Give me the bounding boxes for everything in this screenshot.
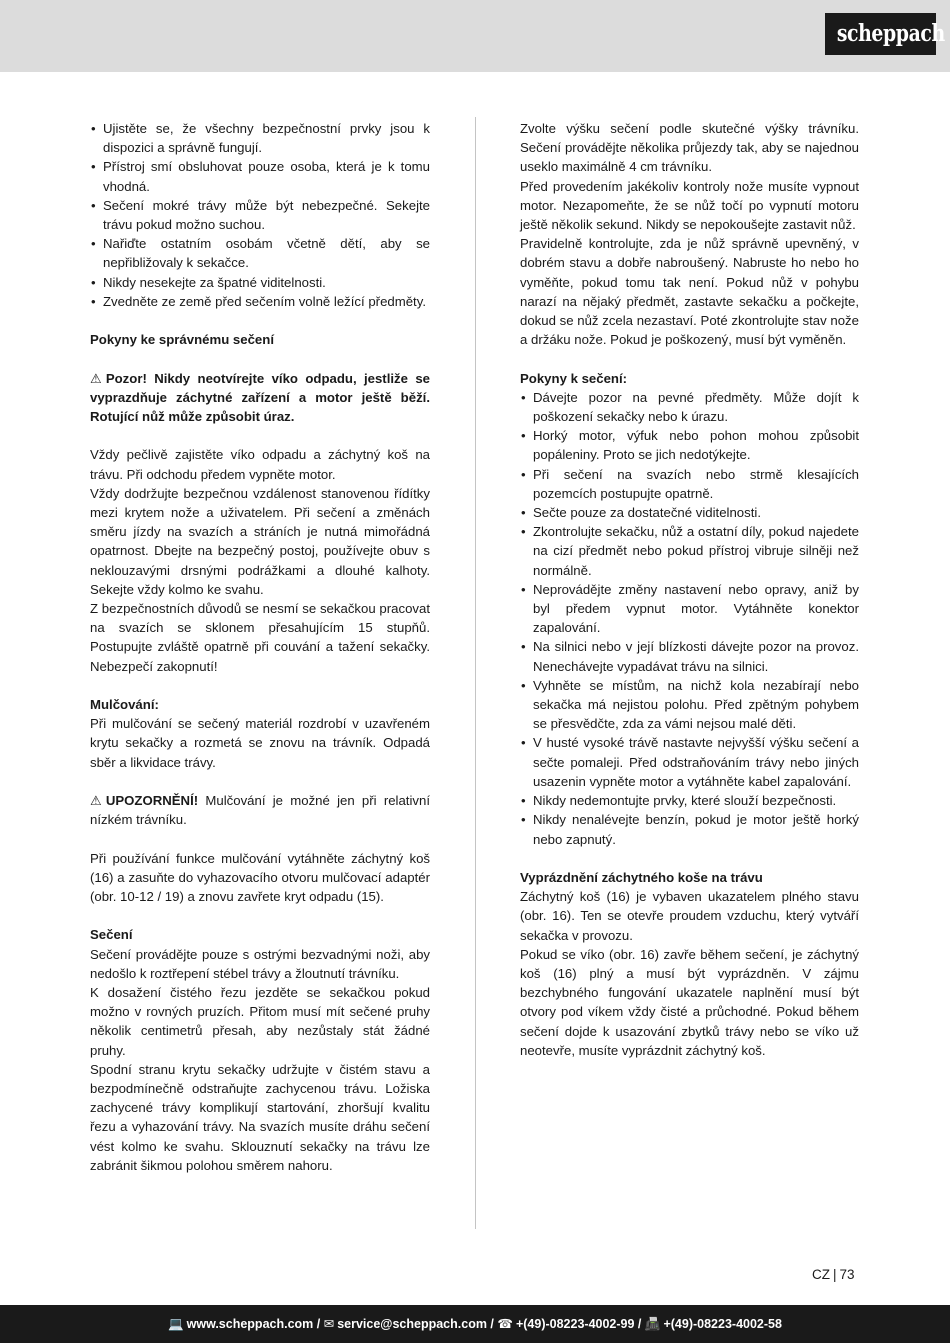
footer-separator: / bbox=[486, 1317, 498, 1331]
heading-mowing-instructions: Pokyny k sečení: bbox=[520, 370, 628, 386]
footer-contact bbox=[0, 1305, 950, 1343]
paragraph: Záchytný koš (16) je vybaven ukazatelem plného stavu (obr. 16). Ten se otevře proudem vzduchu, který vytváří sekačka v provozu. bbox=[520, 889, 859, 943]
scheppach-logo: scheppach bbox=[825, 13, 936, 55]
footer-email[interactable]: service@scheppach.com bbox=[337, 1317, 487, 1331]
page-lang: CZ bbox=[812, 1267, 830, 1282]
paragraph: Při mulčování se sečený materiál rozdrobí v uzavřeném krytu sekačky a rozmetá se znovu na trávník. Odpadá sběr a likvidace trávy. bbox=[90, 716, 430, 770]
right-column bbox=[520, 119, 859, 1060]
list-item: • Zkontrolujte sekačku, nůž a ostatní díly, pokud najedete na cizí předmět nebo pokud přístroj vibruje silněji než normálně. bbox=[520, 522, 859, 580]
caution-label: UPOZORNĚNÍ! bbox=[105, 793, 199, 809]
warning-triangle-icon: ⚠ bbox=[90, 370, 102, 386]
list-item: • Nikdy nedemontujte prvky, které slouží bezpečnosti. bbox=[520, 791, 859, 810]
footer-separator: / bbox=[313, 1317, 324, 1331]
list-item: • Nikdy nenalévejte benzín, pokud je motor ještě horký nebo zapnutý. bbox=[520, 810, 859, 848]
paragraph: Z bezpečnostních důvodů se nesmí se sekačkou pracovat na svazích se sklonem přesahujícím 15 stupňů. Postupujte zvláště opatrně při couvání a tažení sekačky. Nebezpečí zakopnutí! bbox=[90, 601, 430, 674]
list-item: • Přístroj smí obsluhovat pouze osoba, která je k tomu vhodná. bbox=[90, 157, 430, 195]
list-item: • Dávejte pozor na pevné předměty. Může dojít k poškození sekačky nebo k úrazu. bbox=[520, 388, 859, 426]
paragraph: Sečení provádějte pouze s ostrými bezvadnými noži, aby nedošlo k roztřepení stébel trávy a žloutnutí trávníku. bbox=[90, 946, 430, 981]
page-number-value: 73 bbox=[839, 1267, 855, 1282]
header-band bbox=[0, 0, 950, 72]
paragraph: Pokud se víko (obr. 16) zavře během sečení, je záchytný koš (16) plný a musí být vyprázdněn. V zájmu bezchybného fungování ukazatele naplnění musí být otvory pod víkem vždy čisté a průchodné. Pokud během sečení dojde k usazování zbytků trávy nebo se víko už neotevře, musíte vyprázdnit záchytný koš. bbox=[520, 946, 859, 1058]
list-item: • Sečení mokré trávy může být nebezpečné. Sekejte trávu pokud možno suchou. bbox=[90, 196, 430, 234]
mail-icon: ✉ bbox=[323, 1317, 335, 1331]
page-separator: | bbox=[833, 1267, 837, 1282]
page-number bbox=[812, 1265, 855, 1284]
list-item: • Nikdy nesekejte za špatné viditelnosti. bbox=[90, 273, 430, 292]
warning-text: Pozor! Nikdy neotvírejte víko odpadu, jestliže se vyprazdňuje záchytné zařízení a motor ještě běží. Rotující nůž může způsobit úraz. bbox=[90, 370, 430, 425]
fax-icon: 📠 bbox=[644, 1317, 661, 1331]
heading-mowing: Sečení bbox=[90, 927, 133, 943]
warning-block bbox=[90, 369, 430, 427]
phone-icon: ☎ bbox=[497, 1317, 513, 1331]
list-item: • Vyhněte se místům, na nichž kola nezabírají nebo sekačka má nejistou polohu. Před zpětným pohybem se přesvědčte, zda za vámi nejsou malé děti. bbox=[520, 676, 859, 734]
safety-bullet-list bbox=[90, 119, 430, 311]
footer-phone: +(49)-08223-4002-99 bbox=[515, 1317, 635, 1331]
computer-icon: 💻 bbox=[168, 1317, 184, 1331]
paragraph: Zvolte výšku sečení podle skutečné výšky trávníku. Sečení provádějte několika průjezdy tak, aby se najednou useklo maximálně 4 cm trávníku. bbox=[520, 121, 859, 175]
warning-triangle-icon: ⚠ bbox=[90, 793, 102, 809]
list-item: • Horký motor, výfuk nebo pohon mohou způsobit popáleniny. Proto se jich nedotýkejte. bbox=[520, 426, 859, 464]
paragraph: Vždy dodržujte bezpečnou vzdálenost stanovenou řídítky mezi krytem nože a uživatelem. Při sečení a změnách směru jízdy na svazích a stráních je nutná mimořádná opatrnost. Dbejte na bezpečný postoj, používejte obuv s neklouzavými drsnými podrážkami a dlouhé kalhoty. Sekejte vždy kolmo ke svahu. bbox=[90, 485, 430, 597]
list-item: • Na silnici nebo v její blízkosti dávejte pozor na provoz. Nenechávejte vypadávat trávu na silnici. bbox=[520, 637, 859, 675]
list-item: • Nařiďte ostatním osobám včetně dětí, aby se nepřibližovaly k sekačce. bbox=[90, 234, 430, 272]
caution-block bbox=[90, 791, 430, 829]
caution-text: Mulčování je možné jen při relativní nízkém trávníku. bbox=[90, 793, 430, 828]
footer-website[interactable]: www.scheppach.com bbox=[186, 1317, 314, 1331]
left-column bbox=[90, 119, 430, 1175]
paragraph: Vždy pečlivě zajistěte víko odpadu a záchytný koš na trávu. Při odchodu předem vypněte motor. bbox=[90, 447, 430, 482]
footer-fax: +(49)-08223-4002-58 bbox=[663, 1317, 782, 1331]
heading-correct-mowing: Pokyny ke správnému sečení bbox=[90, 332, 274, 348]
list-item: • V husté vysoké trávě nastavte nejvyšší výšku sečení a sečte pomaleji. Před odstraňováním trávy nebo jiných usazenin vypněte motor a vytáhněte kabel zapalování. bbox=[520, 733, 859, 791]
footer-separator: / bbox=[634, 1317, 645, 1331]
paragraph: Při používání funkce mulčování vytáhněte záchytný koš (16) a zasuňte do vyhazovacího otvoru mulčovací adaptér (obr. 10-12 / 19) a znovu zavřete kryt odpadu (15). bbox=[90, 850, 430, 905]
column-divider bbox=[475, 117, 476, 1229]
paragraph: K dosažení čistého řezu jezděte se sekačkou pokud možno v rovných pruzích. Přitom musí mít sečené pruhy několik centimetrů přesah, aby nezůstaly stát žádné pruhy. bbox=[90, 985, 430, 1058]
list-item: • Při sečení na svazích nebo strmě klesajících pozemcích postupujte opatrně. bbox=[520, 465, 859, 503]
paragraph: Před provedením jakékoliv kontroly nože musíte vypnout motor. Nezapomeňte, že se nůž točí po vypnutí motoru ještě několik sekund. Nikdy se nepokoušejte zastavit nůž. bbox=[520, 178, 859, 233]
list-item: • Neprovádějte změny nastavení nebo opravy, aniž by byl předem vypnut motor. Vytáhněte konektor zapalování. bbox=[520, 580, 859, 638]
list-item: • Sečte pouze za dostatečné viditelnosti. bbox=[520, 503, 859, 522]
paragraph: Spodní stranu krytu sekačky udržujte v čistém stavu a bezpodmínečně odstraňujte zachycenou trávu. Ložiska zachycené trávy komplikují startování, zhoršují kvalitu řezu a vyhazování trávy. Na svazích musíte dráhu sečení vést kolmo ke svahu. Sklouznutí sekačky na trávu lze zabránit šikmou polohou směrem nahoru. bbox=[90, 1061, 430, 1173]
mowing-bullet-list bbox=[520, 388, 859, 849]
list-item: • Ujistěte se, že všechny bezpečnostní prvky jsou k dispozici a správně fungují. bbox=[90, 119, 430, 157]
heading-emptying-catcher: Vyprázdnění záchytného koše na trávu bbox=[520, 869, 763, 885]
list-item: • Zvedněte ze země před sečením volně ležící předměty. bbox=[90, 292, 430, 311]
paragraph: Pravidelně kontrolujte, zda je nůž správně upevněný, v dobrém stavu a dobře nabroušený. Nabruste ho nebo ho vyměňte, pokud tomu tak není. Pokud nůž v pohybu narazí na nějaký předmět, zastavte sekačku a počkejte, dokud se nůž zcela nezastaví. Poté zkontrolujte stav nože a držáku nože. Pokud je poškozený, musí být vyměněn. bbox=[520, 236, 859, 348]
heading-mulching: Mulčování: bbox=[90, 697, 159, 713]
